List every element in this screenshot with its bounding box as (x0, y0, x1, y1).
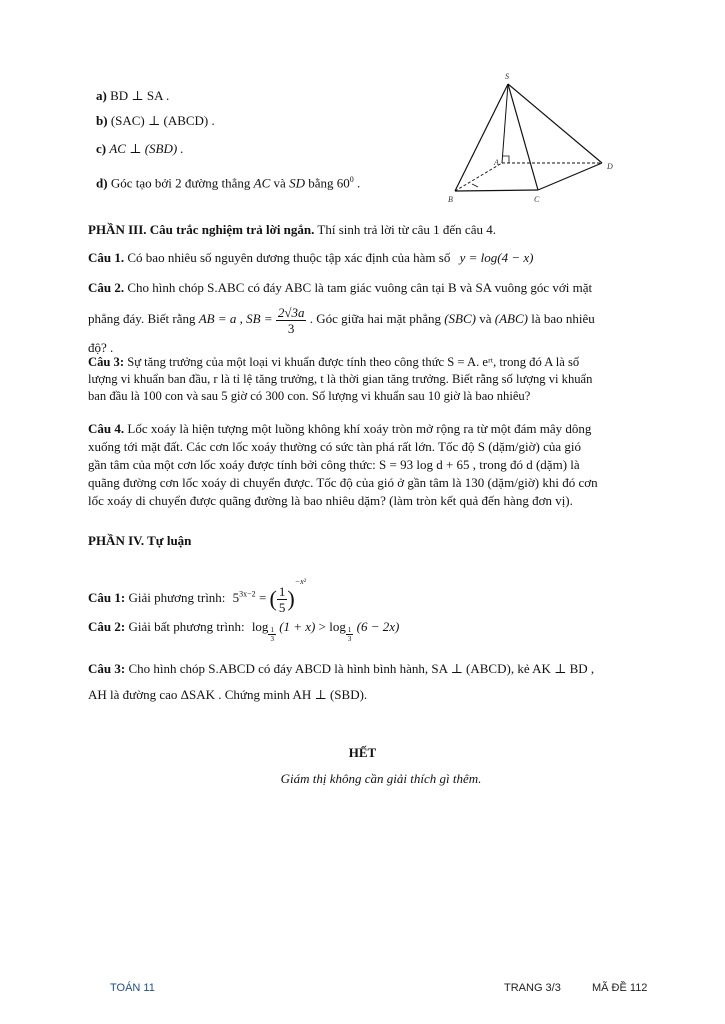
part3-heading-bold: PHẦN III. Câu trắc nghiệm trả lời ngắn. (88, 222, 315, 237)
part4-q1-rexp: −x² (294, 577, 307, 586)
item-d-sd: SD (289, 175, 305, 191)
part3-q4-line4: quãng đường cơn lốc xoáy di chuyển được. Tốc độ của gió ở gần tâm là 130 (dặm/giờ) khi đó cơn (88, 475, 598, 490)
part4-q2-base2-num: 1 (347, 626, 352, 634)
part4-q2-text: Giải bất phương trình: (128, 619, 245, 634)
part4-q1-eq: = (258, 590, 267, 605)
item-a-label: a) (96, 88, 107, 103)
part3-q1-label: Câu 1. (88, 250, 125, 265)
part3-q1-text: Có bao nhiêu số nguyên dương thuộc tập xác định của hàm số (127, 250, 451, 265)
item-c-label: c) (96, 141, 107, 156)
edge-sd (508, 84, 602, 163)
edge-sc (508, 84, 538, 190)
part4-heading: PHẦN IV. Tự luận (88, 533, 192, 548)
part3-q3-line1-text: Sự tăng trưởng của một loại vi khuẩn được tính theo công thức S = A. eʳᵗ, trong đó A là số (127, 355, 580, 369)
label-b: B (448, 195, 453, 204)
part3-q4-line1 (88, 420, 591, 437)
part4-q3-line1 (88, 660, 594, 677)
part4-q2-base1-num: 1 (270, 626, 274, 634)
item-c (96, 140, 184, 157)
part4-q2-base2-den: 3 (347, 635, 352, 643)
part3-q4-line1-text: Lốc xoáy là hiện tượng một luồng không khí xoáy tròn mở rộng ra từ một đám mây dông (127, 421, 592, 436)
part3-q2-line1 (88, 279, 592, 296)
part3-q2-frac-den: 3 (287, 320, 295, 336)
part4-q2-base1 (268, 626, 276, 643)
pyramid-figure (430, 66, 630, 212)
item-d-angle: 60 (336, 175, 350, 191)
part4-q1-label: Câu 1: (88, 590, 126, 605)
item-d-deg: 0 (349, 175, 354, 184)
part4-q3-line1-text: Cho hình chóp S.ABCD có đáy ABCD là hình bình hành, SA ⊥ (ABCD), kẻ AK ⊥ BD , (128, 661, 595, 676)
item-c-text: AC ⊥ (SBD) . (109, 141, 184, 156)
item-b-text: (SAC) ⊥ (ABCD) . (110, 113, 215, 128)
item-d-ac: AC (253, 175, 271, 191)
part3-q2-sbc: (SBC) (444, 311, 476, 326)
part3-q4-line3: gần tâm của một cơn lốc xoáy được tính bởi công thức: S = 93 log d + 65 , trong đó d (dặm) là (88, 457, 580, 472)
part4-q1 (88, 562, 306, 619)
part4-q2 (88, 612, 399, 643)
edge-cd (538, 163, 602, 190)
part3-q2-label: Câu 2. (88, 280, 125, 295)
item-b-label: b) (96, 113, 108, 128)
part4-q2-arg1: (1 + x) (279, 619, 316, 634)
part3-q2-frac-num: 2√3a (277, 304, 305, 320)
part4-q1-lparen: ( (269, 586, 277, 612)
part3-q4-line2: xuống tới mặt đất. Các cơn lốc xoáy thường có sức tàn phá rất lớn. Tốc độ S (dặm/giờ) của gió (88, 439, 582, 454)
item-d-prefix: Góc tạo bởi 2 đường thẳng (110, 175, 251, 191)
part3-q1-math: y = log(4 − x) (459, 250, 534, 265)
end-het: HẾT (348, 745, 377, 760)
part3-q2-ab: AB = a , SB = (198, 311, 273, 326)
part4-q3-line2: AH là đường cao ΔSAK . Chứng minh AH ⊥ (SBD). (88, 687, 368, 702)
part3-heading-rest: Thí sinh trả lời từ câu 1 đến câu 4. (317, 222, 496, 237)
part4-q1-exp: 3x−2 (239, 589, 256, 599)
item-d-end: . (356, 175, 361, 191)
label-c: C (534, 195, 540, 204)
part3-q2-va: và (479, 311, 492, 326)
part4-q1-den: 5 (278, 599, 286, 615)
item-a-text: BD ⊥ SA . (110, 88, 170, 103)
part3-q4-label: Câu 4. (88, 421, 125, 436)
label-d: D (607, 162, 613, 171)
part4-q2-arg2: (6 − 2x) (356, 619, 400, 634)
edge-sa (502, 84, 508, 163)
part3-q4-line5: lốc xoáy di chuyển được quãng đường là bao nhiêu dặm? (làm tròn kết quả đến hàng đơn vị). (88, 493, 573, 508)
part3-q2-line2b: . Góc giữa hai mặt phẳng (309, 311, 441, 326)
footer-code: MÃ ĐỀ 112 (592, 982, 648, 994)
part4-q3-label: Câu 3: (88, 661, 126, 676)
part3-q3-line2: lượng vi khuẩn ban đầu, r là tỉ lệ tăng trưởng, t là thời gian tăng trưởng. Biết rằng số lượng vi khuẩn (88, 372, 593, 386)
item-a (96, 87, 169, 104)
part3-q2-abc: (ABC) (494, 311, 528, 326)
part3-q2-fraction (276, 305, 307, 336)
part4-q1-num: 1 (278, 583, 286, 599)
item-d-va: và (273, 175, 286, 191)
part4-q2-log1: log (251, 619, 269, 634)
part3-q3-line3: ban đầu là 100 con và sau 5 giờ có 300 con. Số lượng vi khuẩn sau 10 giờ là bao nhiêu? (88, 389, 531, 403)
item-b (96, 112, 215, 129)
right-angle-mark (502, 156, 509, 163)
part3-heading (88, 221, 496, 238)
part3-q2-line3: độ? . (88, 340, 114, 355)
footer-page: TRANG 3/3 (504, 982, 561, 994)
edge-bc (455, 190, 538, 191)
part3-q1 (88, 249, 533, 266)
part3-q3-line1 (88, 354, 579, 371)
part4-q1-base: 5 (232, 590, 240, 605)
part4-q2-gt: > (318, 619, 326, 634)
part4-q1-rparen: ) (287, 586, 295, 612)
part3-q2-line2 (88, 302, 595, 336)
end-note: Giám thị không cần giải thích gì thêm. (280, 771, 482, 786)
part4-q2-label: Câu 2: (88, 619, 126, 634)
part3-q2-line2c: là bao nhiêu (531, 311, 595, 326)
label-s: S (505, 72, 509, 81)
part4-q2-base2 (346, 626, 354, 643)
part3-q2-line2a: phẳng đáy. Biết rằng (88, 311, 196, 326)
part4-q2-base1-den: 3 (270, 635, 274, 643)
label-a: A (494, 158, 499, 167)
part4-q2-log2: log (329, 619, 346, 634)
item-d-label: d) (96, 175, 108, 191)
tick-mark (472, 184, 478, 187)
footer-subject: TOÁN 11 (110, 982, 155, 994)
item-d (96, 171, 360, 191)
item-d-bang: bằng (308, 175, 334, 191)
part3-q3-label: Câu 3: (88, 355, 125, 369)
part4-q1-fraction (277, 584, 288, 615)
part4-q1-text: Giải phương trình: (128, 590, 226, 605)
part3-q2-line1-text: Cho hình chóp S.ABC có đáy ABC là tam giác vuông cân tại B và SA vuông góc với mặt (127, 280, 593, 295)
